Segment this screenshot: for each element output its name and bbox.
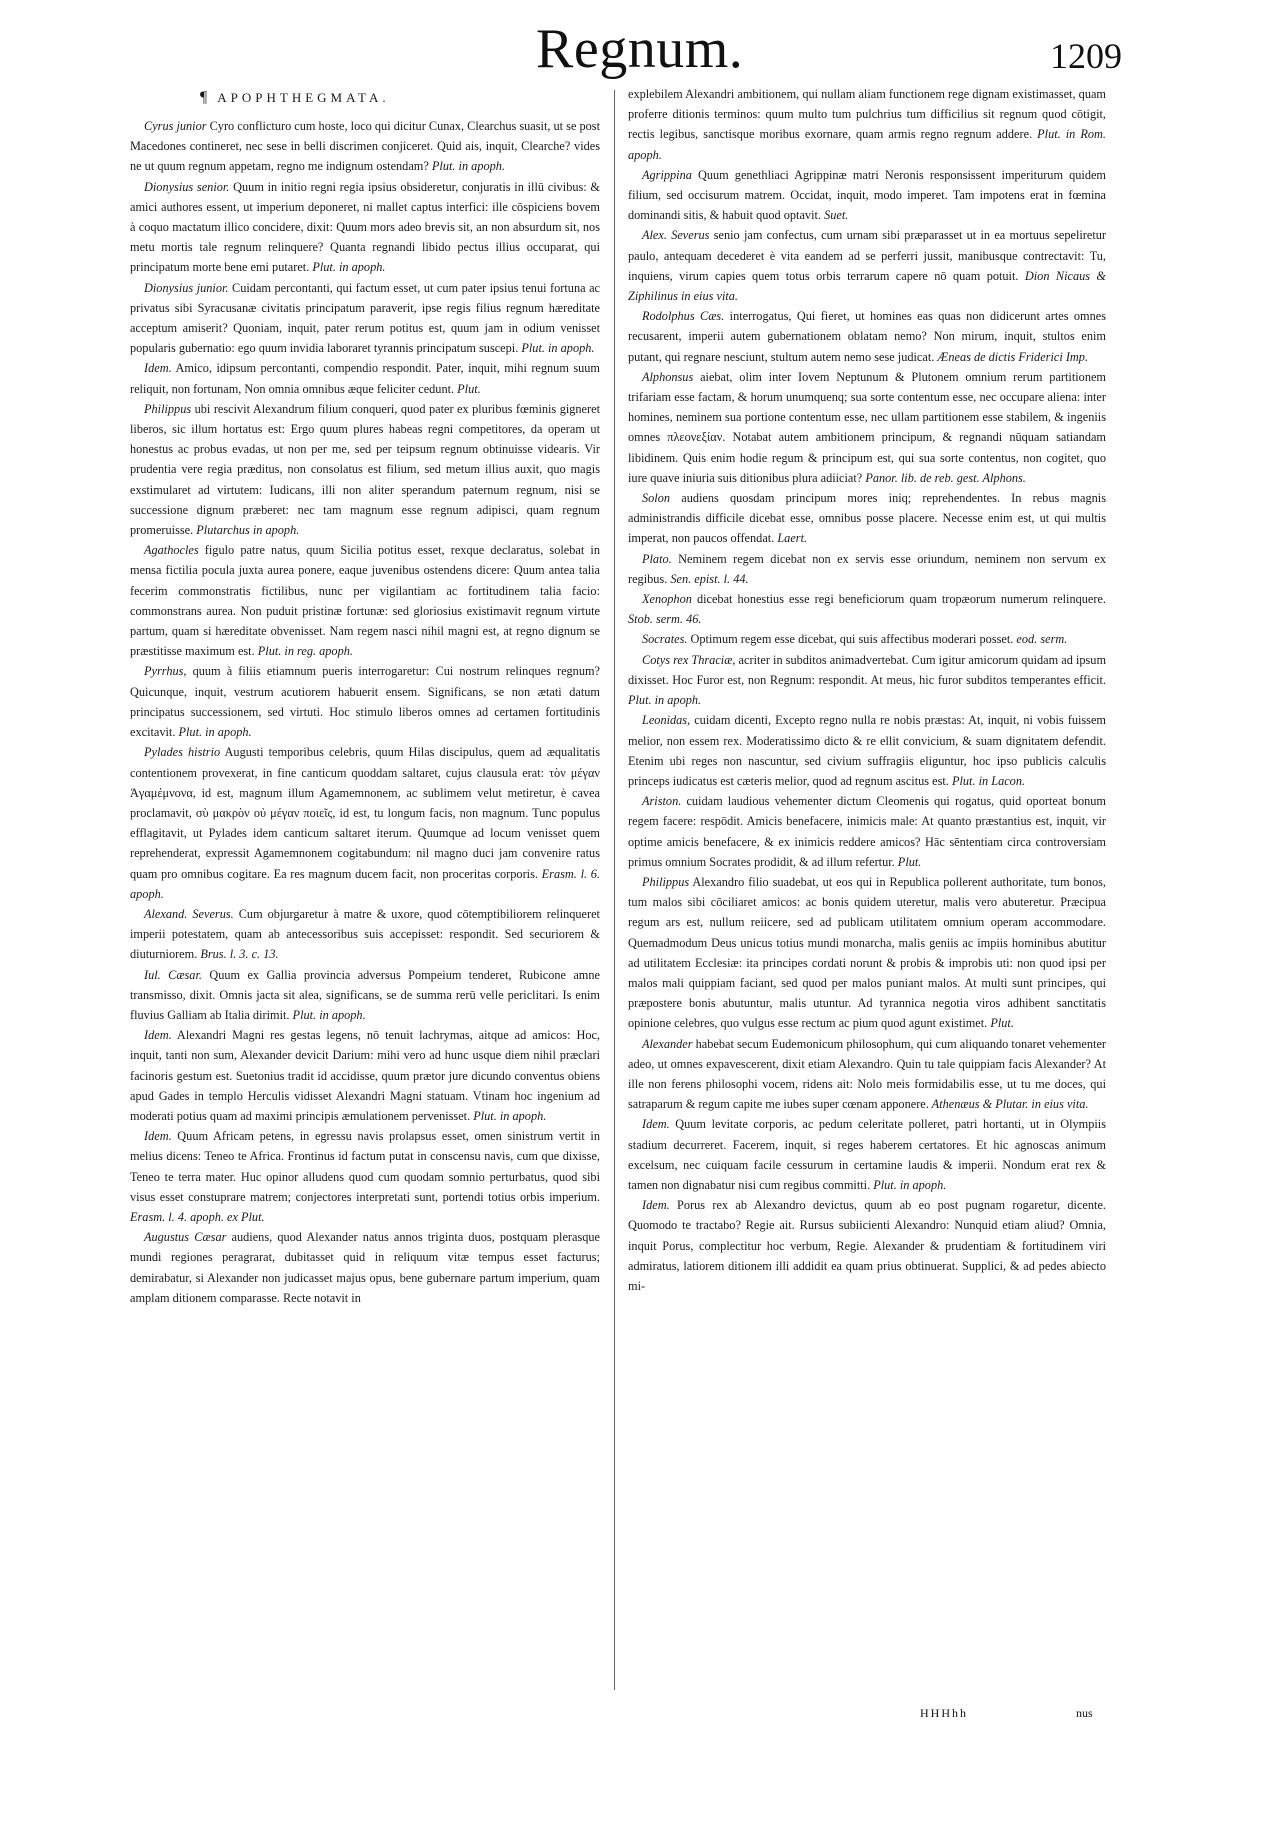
source-citation: Erasm. l. 4. apoph. ex Plut. [130, 1209, 265, 1224]
apophthegm-entry [130, 116, 600, 177]
speaker-name: Agathocles [144, 543, 199, 558]
speaker-name: Alexand. Severus. [144, 906, 234, 921]
apophthegm-text: Alexandri Magni res gestas legens, nō tenuit lachrymas, aitque ad amicos: Hoc, inquit, tanti non sum, Alexander devicit Darium: mihi vero ad hunc usque diem nihil præclari facinoris gestum est. Suetonius tradit id accidisse, quum prætor jure dicundo conventus obiens apud Gades in templo Herculis vidisset Alexandri Magni statuam. Vtinam hoc ingenium ad moderati potius quam ad maximi principis æmulationem pervenisset. [130, 1028, 600, 1123]
speaker-name: Idem. [642, 1198, 670, 1213]
source-citation: Plut. in apoph. [175, 725, 252, 740]
source-citation: Plut. in apoph. [518, 341, 595, 356]
speaker-name: Pyrrhus [144, 664, 184, 679]
apophthegm-entry [130, 1025, 600, 1126]
speaker-name: Iul. Cæsar. [144, 967, 202, 982]
source-citation: Stob. serm. 46. [628, 612, 702, 627]
apophthegm-entry [130, 904, 600, 965]
apophthegm-text: interrogatus, Qui fieret, ut homines eas quas non didicerunt artes omnes recusarent, imperii autem gubernationem oblatam nemo? Non mirum, inquit, stultos enim putant, qui regnare nesciunt, stultum autem nemo sese judicat. [628, 309, 1106, 364]
speaker-name: Augustus Cæsar [144, 1230, 227, 1245]
apophthegm-entry [130, 358, 600, 398]
paragraph-mark: ¶ [200, 89, 208, 106]
apophthegm-entry [628, 225, 1106, 306]
source-citation: Panor. lib. de reb. gest. Alphons. [862, 470, 1026, 485]
speaker-name: Pylades histrio [144, 745, 221, 760]
speaker-name: Idem. [144, 1028, 172, 1043]
source-citation: Plut. in apoph. [628, 693, 702, 708]
speaker-name: Idem. [144, 361, 172, 376]
apophthegm-entry [628, 710, 1106, 791]
speaker-name: Cyrus junior [144, 119, 207, 133]
apophthegm-entry [628, 1034, 1106, 1115]
apophthegm-entry [628, 306, 1106, 367]
source-citation: Plut. in reg. apoph. [254, 644, 353, 659]
source-citation: Plut. in apoph. [289, 1007, 366, 1022]
apophthegm-text: Cuidam percontanti, qui factum esset, ut cum pater ipsius tenui fortuna ac privatus sibi Syracusanæ civitatis principatum paraverit, ipse regis filius regnum hæreditate acceptum amiserit? Quoniam, inquit, pater rerum potitus est, quum jam in odium venisset popularis gubernatio: ego quum invidia laboraret tyrannis principatum suscepi. [130, 280, 600, 356]
apophthegm-text: Amico, idipsum percontanti, compendio respondit. Pater, inquit, mihi regnum suum reliquit, non fortunam, Non omnia omnibus æque feliciter cedunt. [130, 361, 600, 396]
source-citation: Sen. epist. l. 44. [667, 571, 749, 586]
continuation-source: Plut. in Rom. apoph. [628, 127, 1106, 162]
running-title: Regnum. [536, 18, 744, 80]
source-citation: Æneas de dictis Friderici Imp. [934, 349, 1089, 364]
speaker-name: Socrates. [642, 632, 688, 647]
apophthegm-entry [130, 399, 600, 540]
speaker-name: Alexander [642, 1036, 693, 1051]
apophthegm-entry [130, 177, 600, 278]
apophthegm-text: audiens quosdam principum mores iniq; reprehendentes. In rebus magnis administrandis difficile dicebat esse, omnibus posse placere. Necesse enim est, ut qui multis imperat, non paucos offendat. [628, 491, 1106, 546]
page-number: 1209 [1050, 36, 1122, 76]
apophthegm-entry [628, 549, 1106, 589]
continuation-text: explebilem Alexandri ambitionem, qui nullam aliam functionem rege dignam existimasset, quam proferre ditionis terminos: quum multo tum pulchrius tum difficilius sit regnum quod cōtigit, rectis legibus, sanctisque moribus exornare, quam armis regno regnum addere. [628, 87, 1106, 142]
apophthegm-text: , acriter in subditos animadvertebat. Cum igitur amicorum quidam ad ipsum dixisset. Hoc Furor est, non Regnum: respondit. At meus, hic furor subditos temperantes efficit. [628, 652, 1106, 687]
apophthegm-entry [130, 278, 600, 359]
apophthegm-entry [628, 488, 1106, 549]
apophthegm-entry [130, 1227, 600, 1308]
apophthegm-text: dicebat honestius esse regi beneficiorum quam tropæorum numerum relinquere. [691, 592, 1106, 607]
speaker-name: Philippus [642, 874, 690, 889]
section-heading [200, 86, 600, 110]
speaker-name: Xenophon [642, 592, 692, 607]
source-citation: Plut. in apoph. [428, 159, 505, 174]
apophthegm-text: Quum levitate corporis, ac pedum celeritate polleret, patri hortanti, ut in Olympiis stadium decurreret. Facerem, inquit, si reges haberem certatores. Et hic agnoscas animum excelsum, nec cuiquam facile cessurum in certamine laudis & imperii. Nondum erat rex & tamen non dignabatur nisi cum regibus committi. [628, 1117, 1106, 1192]
speaker-name: Solon [642, 491, 671, 506]
signature-mark: HHHhh [920, 1706, 968, 1720]
apophthegm-text: Cum objurgaretur à matre & uxore, quod cōtemptibiliorem relinqueret imperii potestatem, quam ab antecessoribus suis accepisset: respondit. Sed securiorem & diuturniorem. [130, 906, 600, 962]
apophthegm-text: Quum ex Gallia provincia adversus Pompeium tenderet, Rubicone amne transmisso, dixit. Omnis jacta sit alea, significans, se de summa rerū velle periclitari. Is enim fluvius Galliam ab Italia dirimit. [130, 967, 600, 1022]
apophthegm-text: Quum genethliaci Agrippinæ matri Neronis responsissent imperiturum quidem filium, sed occisurum matrem. Occidat, inquit, modo imperet. Tam impotens erat in fœmina dominandi sitis, & habuit quod optavit. [628, 167, 1106, 223]
speaker-name: Cotys rex Thraciæ [642, 652, 733, 667]
apophthegm-text: Alexandro filio suadebat, ut eos qui in Republica pollerent authoritate, tum bonos, tum malos sibi cōciliaret amicos: ac bonis quidem uteretur, malis vero abuteretur. Præcipua regum ars est, nullum reiicere, sed ad publicam utilitatem omnium operam accommodare. Quemadmodum Deus unicus totius mundi monarcha, malis geniis ac impiis hominibus abutitur ad utilitatem Ecclesiæ: ita principes cordati norunt & probis & improbis uti: non quod ipsi per malos mali quippiam faciant, sed quod per malos puniant malos. At multi sunt principes, qui præpostere bonis abutuntur, malis utuntur. Ad tyrannica negotia viros adhibent sanctitatis opinione celebres, quo vulgus esse rectum ac pium quod agunt existimet. [628, 874, 1106, 1031]
apophthegm-text: Porus rex ab Alexandro devictus, quum ab eo post pugnam rogaretur, dicente. Quomodo te tractabo? Regie ait. Rursus subiicienti Alexandro: Nunquid etiam aliud? Omnia, inquit Porus, complectitur hoc verbum, Regie. Alexander & prudentiam & fortitudinem viri admiratus, latiorem ditionem illi addidit ea quam prius obtinuerat. Supplici, & ad pedes abiecto mi- [628, 1198, 1106, 1293]
apophthegm-entry [628, 1195, 1106, 1296]
speaker-name: Idem. [642, 1117, 670, 1132]
apophthegm-entry [130, 742, 600, 904]
source-citation: Dion Nicaus & Ziphilinus in eius vita. [628, 268, 1106, 304]
apophthegm-text: Augusti temporibus celebris, quum Hilas discipulus, quem ad æqualitatis contentionem provexerat, in fine canticum quoddam saltaret, cujus clausula erat: τὸν μέγαν Ἀγαμέμνονα, id est, magnum illum Agamemnonem, ac sublimem velut metiretur, è cavea proclamavit, σὺ μακρὸν οὐ μέγαν ποιεῖς, id est, tu longum facis, non magnum. Tunc populus efflagitavit, ut Pylades idem canticum saltaret iterum. Quumque ad locum venisset quem reprehenderat, expressit Agamemnonem cogitabundum: nil magno duci jam convenire ratus quam pro omnibus cogitare. Ea res magnum ducem facit, non proceritas corporis. [130, 745, 600, 881]
speaker-name: Alphonsus [642, 369, 694, 384]
speaker-name: Leonidas [642, 713, 688, 728]
speaker-name: Dionysius senior. [144, 179, 230, 194]
apophthegm-text: Optimum regem esse dicebat, qui suis affectibus moderari posset. [687, 632, 1014, 647]
right-entries [628, 165, 1106, 1296]
continuation-paragraph [628, 84, 1106, 165]
apophthegm-entry [130, 661, 600, 742]
speaker-name: Agrippina [642, 167, 692, 182]
apophthegm-text: Quum in initio regni regia ipsius obsideretur, conjuratis in illū civibus: & amici authores essent, ut imperium deponeret, ni mallet captus interfici: ille cōspiciens bovem à coquo mactatum illico concidere, dixit: Quum mors adeo brevis sit, an non absurdum sit, nos metu mortis tale regnum relinquere? Quanta regnandi libido pectus illius occuparat, qui principatum morte bene emi putaret. [130, 179, 600, 275]
speaker-name: Plato. [642, 551, 672, 566]
apophthegm-entry [628, 791, 1106, 872]
right-column [628, 84, 1106, 1724]
apophthegm-entry [628, 872, 1106, 1034]
left-entries [130, 116, 600, 1308]
apophthegm-text: aiebat, olim inter Iovem Neptunum & Plutonem omnium rerum partitionem trifariam esse factam, & horum unumquenq; sua sorte contentum esse, nec occupare aliena: inter homines, neminem sua portione contentum esse, nec ullam partitionem esse stabilem, & ingeniis omnes πλεονεξίαν. Notabat autem ambitionem principum, & regnandi nūquam satiandam libidinem. Quis enim hodie regum & principum est, qui sua sorte contentus, non cogitet, quo iure quave iniuria suis ditionibus plura adiiciat? [628, 369, 1106, 485]
apophthegm-entry [130, 540, 600, 661]
apophthegm-entry [628, 1114, 1106, 1195]
source-citation: Plut. [454, 381, 481, 396]
apophthegm-text: figulo patre natus, quum Sicilia potitus esset, rexque declaratus, solebat in mensa fictilia pocula juxta aurea ponere, eaque juvenibus ostendens dicere: Quum antea talia fecerim commonstratis fictilibus, nunc per vigilantiam ac fortitudinem talia facio: commonstrans aurea. Non puduit pristinæ fortunæ: sed gloriosius existimavit regnum virtute partum, quam si hæreditate obvenisset. Nam regem nasci nihil magni est, at regno dignum se præstitisse maximum est. [130, 543, 600, 659]
source-citation: Plut. [987, 1016, 1014, 1031]
source-citation: Plut. [894, 854, 922, 869]
apophthegm-text: cuidam laudious vehementer dictum Cleomenis qui rogatus, quid oporteat bonum regem facere: respōdit. Amicis benefacere, inimicis male: At quanto præstantius est, inquit, vir optime amicis benefacere, & ex inimicis reddere amicos? Hāc sēntentiam circa controversiam primus omnium Socrates prodidit, & ad illum refertur. [628, 794, 1106, 869]
source-citation: Laert. [774, 531, 808, 546]
speaker-name: Ariston. [642, 794, 682, 809]
column-divider [614, 90, 615, 1690]
source-citation: Plutarchus in apoph. [193, 523, 300, 538]
left-column [130, 84, 600, 1684]
apophthegm-text: Quum Africam petens, in egressu navis prolapsus esset, omen sinistrum vertit in melius dicens: Teneo te Africa. Frontinus id factum putat in conscensu navis, cum que dixisse, Teneo te terra mater. Huc opinor alludens quod cum quodam somnio perturbatus, quod sibi visus esset constuprare matrem; conjectores interpretati sunt, portendi totius orbis imperium. [130, 1129, 600, 1204]
apophthegm-entry [628, 165, 1106, 226]
apophthegm-text: Neminem regem dicebat non ex servis esse oriundum, neminem non servum ex regibus. [628, 551, 1106, 586]
catchword: nus [1076, 1706, 1093, 1720]
speaker-name: Dionysius junior. [144, 280, 229, 295]
source-citation: Plut. in apoph. [870, 1177, 947, 1192]
apophthegm-text: habebat secum Eudemonicum philosophum, qui cum aliquando tonaret vehementer adeo, ut omnes expavescerent, dixit etiam Alexandro. Quin tu tale quippiam facis Alexander? At ille non ferens philosophi vocem, ridens ait: Nolo meis formidabilis esse, ut tu me doces, qui satraparum & regum capite me iubes super cœnam apponere. [628, 1036, 1106, 1112]
source-citation: Erasm. l. 6. apoph. [130, 866, 600, 901]
source-citation: eod. serm. [1013, 632, 1068, 647]
section-heading-text: APOPHTHEGMATA. [217, 90, 390, 105]
apophthegm-entry [628, 650, 1106, 711]
source-citation: Plut. in apoph. [309, 260, 386, 275]
speaker-name: Philippus [144, 401, 192, 416]
source-citation: Athenæus & Plutar. in eius vita. [928, 1097, 1089, 1112]
apophthegm-text: , quum à filiis etiamnum pueris interrogaretur: Cui nostrum relinques regnum? Quicunque, inquit, vestrum acutiorem habuerit ensem. Significans, se non ætati datum principatus successionem, sed virtuti. Hoc stimulo liberos omnes ad certamen fortitudinis excitavit. [130, 664, 600, 740]
apophthegm-entry [628, 629, 1106, 649]
apophthegm-text: ubi rescivit Alexandrum filium conqueri, quod pater ex pluribus fœminis gigneret liberos, sic illum hortatus est: Ergo quum plures habeas regni competitores, da operam ut honestus ac probus evadas, ut non per me, sed per teipsum regnum obtinuisse videaris. Vir prudentia vere regia præditus, non consolatus est filium, sed metum illius auxit, quo magis exstimularet ad virtutem: Iudicans, illi non aliter sperandum paternum regnum, nisi se successione dignum præberet: nec tam magnum esse regnum adipisci, quam regnum promeruisse. [130, 401, 600, 538]
apophthegm-text: senio jam confectus, cum urnam sibi præparasset ut in ea mortuus sepeliretur paulo, antequam decederet è vita eandem ad se perferri jussit, manibusque contrectavit: Tu, inquiens, virum capies quem totus orbis terrarum capere nō quam potuit. [628, 228, 1106, 283]
source-citation: Plut. in Lacon. [948, 773, 1026, 788]
page-footer [920, 1706, 1120, 1730]
speaker-name: Alex. Severus [642, 228, 710, 243]
source-citation: Suet. [821, 208, 849, 223]
apophthegm-entry [628, 367, 1106, 488]
speaker-name: Rodolphus Cæs. [642, 309, 725, 324]
apophthegm-entry [130, 965, 600, 1026]
apophthegm-text: audiens, quod Alexander natus annos triginta duos, postquam plerasque mundi regiones peragrarat, dubitasset quid in reliquum vitæ tempus esset facturus; demirabatur, si Alexander non judicasset majus opus, bene gubernare partum imperium, quam amplam ditionem comparasse. Recte notavit in [130, 1230, 600, 1305]
apophthegm-text: , cuidam dicenti, Excepto regno nulla re nobis præstas: At, inquit, ni vobis fuissem melior, non essem rex. Moderatissimo dicto & re ellit convicium, & suam dignitatem defendit. Etenim ubi reges non nascuntur, sed civium suffragiis eliguntur, hoc ipso publicis calculis princeps iudicatus est cæteris melior, quod ad regnum ascitus est. [628, 713, 1106, 788]
source-citation: Plut. in apoph. [470, 1108, 547, 1123]
apophthegm-entry [130, 1126, 600, 1227]
apophthegm-text: Cyro conflicturo cum hoste, loco qui dicitur Cunax, Clearchus suasit, ut se post Macedones contineret, nec sese in belli discrimen conjiceret. Quid ais, inquit, Clearche? vides ne ut quum regnum appetam, regno me indignum ostendam? [130, 119, 600, 174]
speaker-name: Idem. [144, 1129, 172, 1144]
source-citation: Brus. l. 3. c. 13. [197, 947, 279, 962]
apophthegm-entry [628, 589, 1106, 629]
